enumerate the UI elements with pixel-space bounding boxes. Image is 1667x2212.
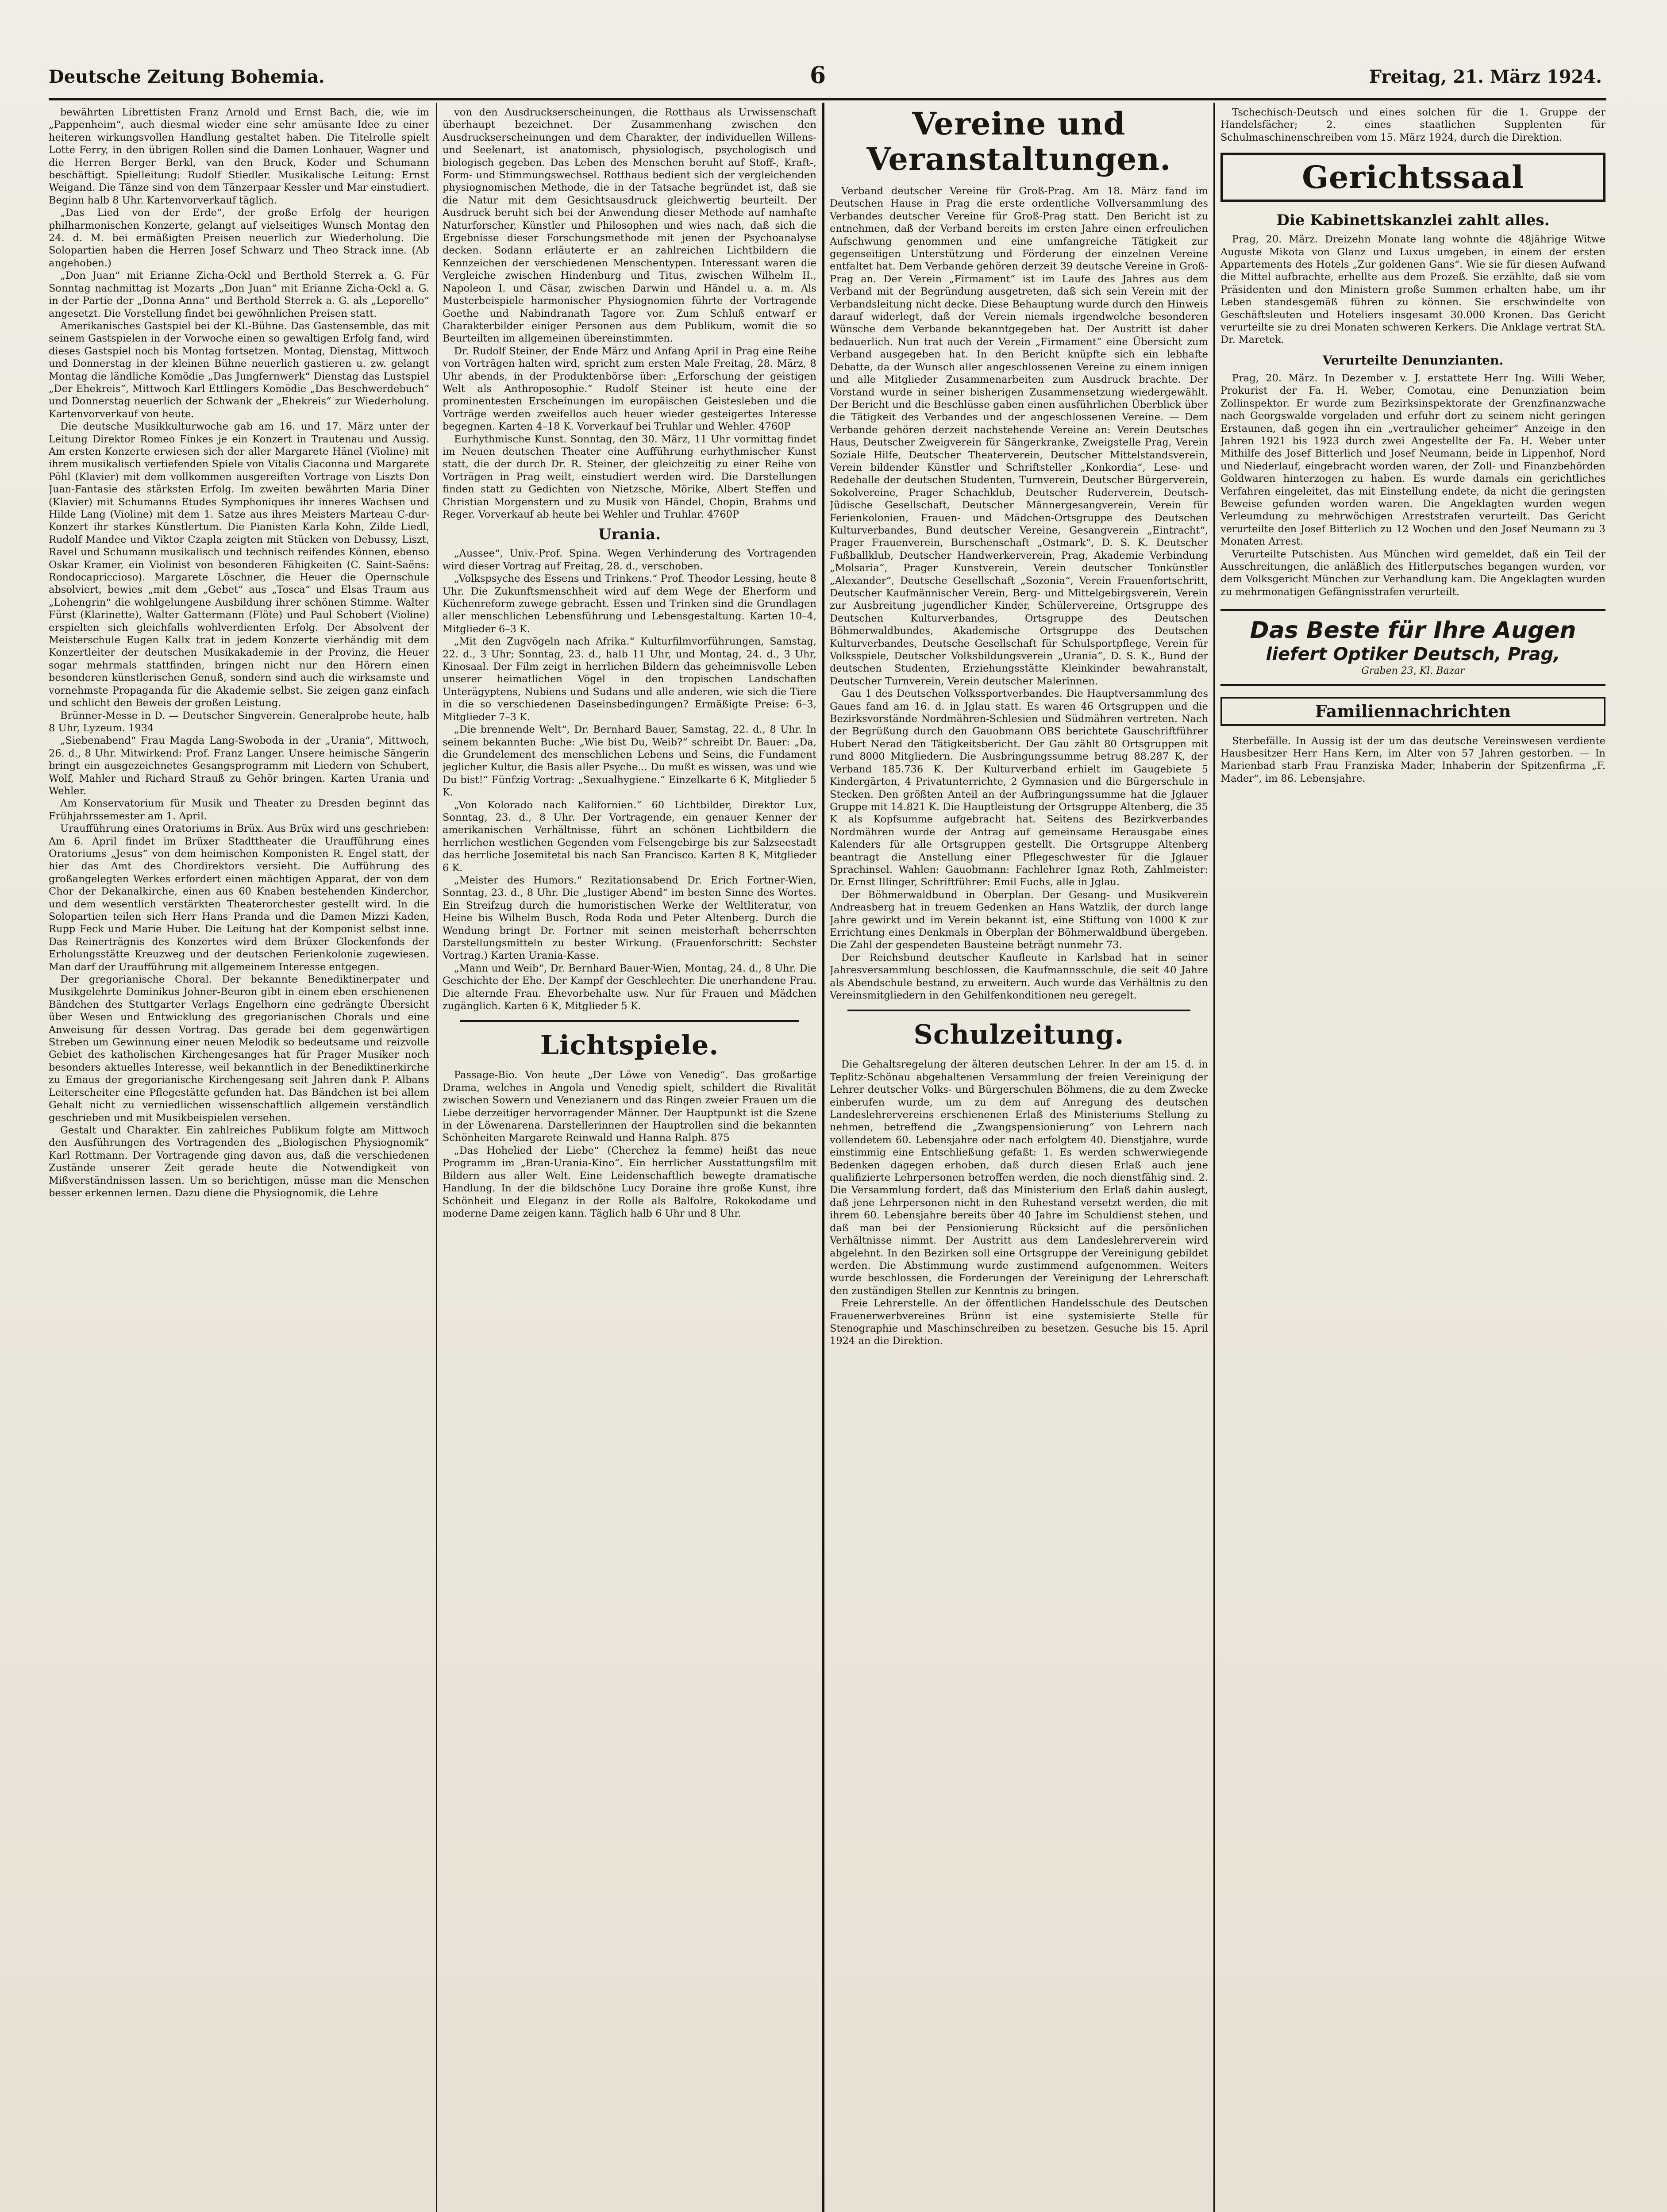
- article-paragraph: Gestalt und Charakter. Ein zahlreiches Publikum folgte am Mittwoch den Ausführungen des Vortragenden des „Biologischen Physiognomik“ Karl Rottmann. Der Vortragende ging davon aus, daß die verschiedenen Zustände unserer Zeit gerade heute die Notwendigkeit von Mißverständnissen lassen. Um so berichtigen, müsse man die Menschen besser erkennen lernen. Dazu diene die Physiognomik, die Lehre: [49, 1124, 429, 1199]
- article-paragraph: Amerikanisches Gastspiel bei der Kl.-Bühne. Das Gastensemble, das mit seinem Gastspielen in der Vorwoche einen so gewaltigen Erfolg fand, wird dieses Gastspiel noch bis Montag fortsetzen. Montag, Dienstag, Mittwoch und Donnerstag in der kleinen Bühne neuerlich gastieren u. zw. gelangt Montag die ländliche Komödie „Das Jungfernwerk“ Dienstag das Lustspiel „Der Ehekreis“, Mittwoch Karl Ettlingers Komödie „Das Beschwerdebuch“ und Donnerstag neuerlich der Schwank der „Ehekreis“ zur Wiederholung. Kartenvorverkauf von heute.: [49, 320, 429, 420]
- article-paragraph: Passage-Bio. Von heute „Der Löwe von Venedig“. Das großartige Drama, welches in Angola und Venedig spielt, schildert die Rivalität zwischen Sowern und Venezianern und das Ringen zweier Frauen um die Liebe derzeitiger hervorragender Männer. Der Hauptpunkt ist die Szene in der Löwenarena. Darstellerinnen der Hauptrollen sind die bekannten Schönheiten Margarete Reinwald und Hanna Ralph. 875: [443, 1069, 816, 1144]
- vereine-title: Vereine und Veranstaltungen.: [866, 106, 1171, 177]
- section-divider: [847, 1010, 1190, 1011]
- article-paragraph: Prag, 20. März. In Dezember v. J. erstattete Herr Ing. Willi Weber, Prokurist der Fa. H. Weber, Comotau, eine Denunziation beim Zollinspektor. Er wurde zum Bezirksinspektorate der Grenzfinanzwache nach Georgswalde vorgeladen und erfuhr dort zu seinem nicht geringen Erstaunen, daß gegen ihn ein „vertraulicher geheimer“ Anzeige in den Jahren 1921 bis 1923 durch zwei Angestellte der Fa. H. Weber unter Mithilfe des Josef Bitterlich und Josef Neumann, beide in Lippenhof, Nord und Niederlauf, eingebracht worden waren, der Zoll- und Finanzbehörden Goldwaren hinterzogen zu haben. Es wurde damals ein gerichtliches Verfahren eingeleitet, das mit Einstellung endete, da nicht die geringsten Beweise gefunden worden waren. Die Angeklagten wurden wegen Verleumdung zu mehrwöchigen Arreststrafen verurteilt. Das Gericht verurteilte den Josef Bitterlich zu 12 Wochen und den Josef Neumann zu 3 Monaten Arrest.: [1220, 372, 1605, 548]
- article-paragraph: bewährten Librettisten Franz Arnold und Ernst Bach, die, wie im „Pappenheim“, auch diesmal wieder eine sehr amüsante Idee zu einer heiteren wirkungsvollen Handlung gestaltet haben. Die Titelrolle spielt Lotte Ferry, in den übrigen Rollen sind die Damen Lonhauer, Wagner und die Herren Berger Berkl, van den Bruck, Koder und Schumann beschäftigt. Spielleitung: Rudolf Stiedler. Musikalische Leitung: Ernst Weigand. Die Tänze sind von dem Tänzerpaar Kessler und Mar einstudiert. Beginn halb 8 Uhr. Kartenvorverkauf täglich.: [49, 107, 429, 206]
- lichtspiele-title: Lichtspiele.: [540, 1030, 719, 1061]
- article-paragraph: „Volkspsyche des Essens und Trinkens.“ Prof. Theodor Lessing, heute 8 Uhr. Die Zukunftsmenschheit wird auf dem Wege der Eherform und Küchenreform zuwege gebracht. Essen und Trinken sind die Grundlagen aller menschlichen Lebensführung und Lebensgestaltung. Karten 10–4, Mitglieder 6–3 K.: [443, 573, 816, 635]
- article-paragraph: Dr. Rudolf Steiner, der Ende März und Anfang April in Prag eine Reihe von Vorträgen halten wird, spricht zum ersten Male Freitag, 28. März, 8 Uhr abends, in der Produktenbörse über: „Erforschung der geistigen Welt als Anthroposophie.“ Rudolf Steiner ist heute eine der prominentesten Erscheinungen im europäischen Geistesleben und die Vorträge werden zweifellos auch heuer wieder gesteigertes Interesse begegnen. Karten 4–18 K. Vorverkauf bei Truhlar und Wehler. 4760P: [443, 345, 816, 433]
- ad-subtitle: liefert Optiker Deutsch, Prag,: [1266, 644, 1560, 665]
- gerichtssaal-box: [1220, 153, 1605, 202]
- article-paragraph: Tschechisch-Deutsch und eines solchen für die 1. Gruppe der Handelsfächer; 2. eines staatlichen Supplenten für Schulmaschinenschreiben vom 15. März 1924, durch die Direktion.: [1220, 107, 1605, 143]
- article-paragraph: „Das Hohelied der Liebe“ (Cherchez la femme) heißt das neue Programm im „Bran-Urania-Kino“. Ein herrlicher Ausstattungsfilm mit Bildern aus aller Welt. Eine Leidenschaftlich bewegte dramatische Handlung. In der die bildschöne Lucy Doraine ihre große Kunst, ihre Schönheit und Eleganz in der Rolle als Balfolre, Rokokodame und moderne Dame zeigen kann. Täglich halb 6 Uhr und 8 Uhr.: [443, 1144, 816, 1219]
- page-header: [49, 62, 1602, 93]
- article-paragraph: Die deutsche Musikkulturwoche gab am 16. und 17. März unter der Leitung Direktor Romeo Finkes je ein Konzert in Trautenau und Aussig. Am ersten Konzerte erwiesen sich der aller Margarete Hänel (Violine) mit ihrem musikalisch vertiefenden Spiele von Vitalis Ciaconna und Margarete Pöhl (Klavier) mit dem vollkommen ausgereiften Vortrage von Liszts Don Juan-Fantasie des stärksten Erfolg. Im zweiten bewährten Maria Diner (Klavier) mit Schumanns Etudes Symphoniques ihr inneres Wachsen und Hilde Lang (Violine) mit dem 1. Satze aus ihres Meisters Marteau C-dur-Konzert ihr starkes Künstlertum. Die Pianisten Karla Kohn, Zilde Liedl, Rudolf Mandee und Viktor Czapla zeigten mit Stücken von Debussy, Liszt, Ravel und Schumann musikalisch und technisch reifendes Können, ebenso Oskar Kramer, ein Violinist von besonderen Fähigkeiten (C. Saint-Saëns: Rondocapriccioso). Margarete Löschner, die Heuer die Opernschule absolviert, bewies „mit dem „Gebet“ aus „Tosca“ und Elsas Traum aus „Lohengrin“ die wohlgelungene Ausbildung ihrer schönen Stimme. Walter Fürst (Klarinette), Walter Gattermann (Flöte) und Paul Schobert (Violine) erspielten sich gleichfalls wohlverdienten Erfolg. Der Absolvent der Meisterschule Eugen Kallx trat in jedem Konzerte vierhändig mit dem Konzertleiter der deutschen Musikakademie in der Provinz, die Heuer sogar mehrmals stattfinden, bringen nicht nur den Hörern einen besonderen künstlerischen Genuß, sondern sind auch die wirksamste und vornehmste Propaganda für die Akademie selbst. Sie zeigen ganz einfach und schlicht den Beweis der großen Leistung.: [49, 421, 429, 709]
- article-paragraph: Uraufführung eines Oratoriums in Brüx. Aus Brüx wird uns geschrieben: Am 6. April findet im Brüxer Stadttheater die Uraufführung eines Oratoriums „Jesus“ von dem heimischen Komponisten R. Engel statt, der hier das Amt des Chordirektors versieht. Die Aufführung des großangelegten Werkes erfordert einen mächtigen Apparat, der von dem Chor der Dekanalkirche, einen aus 60 Knaben bestehenden Kinderchor, und dem wesentlich verstärkten Theaterorchester gestellt wird. In die Solopartien teilen sich Herr Hans Pranda und die Damen Mizzi Kaden, Rupp Feck und Marie Huber. Die Leitung hat der Komponist selbst inne. Das Reinerträgnis des Konzertes wird dem Brüxer Glockenfonds der Erholungsstätte Kreuzweg und der deutschen Ferienkolonie zugewiesen. Man darf der Uraufführung mit allgemeinem Interesse entgegen.: [49, 823, 429, 973]
- article-paragraph: Verurteilte Putschisten. Aus München wird gemeldet, daß ein Teil der Ausschreitungen, die anläßlich des Hitlerputsches begangen wurden, vor dem Volksgericht München zur Verhandlung kam. Die Angeklagten wurden zu mehrmonatigen Gefängnisstrafen verurteilt.: [1220, 548, 1605, 598]
- article-paragraph: Die Gehaltsregelung der älteren deutschen Lehrer. In der am 15. d. in Teplitz-Schönau abgehaltenen Versammlung der freien Vereinigung der Lehrer deutscher Volks- und Bürgerschulen Böhmens, die zu dem Zwecke einberufen wurde, um zu dem auf Anregung des deutschen Landeslehrervereins erschienenen Erlaß des Ministeriums Stellung zu nehmen, betreffend die „Zwangspensionierung“ von Lehrern nach vollendetem 60. Lebensjahre oder nach erfolgtem 40. Dienstjahre, wurde einstimmig eine Entschließung gefaßt: 1. Es werden schwerwiegende Bedenken dagegen erhoben, daß durch diesen Erlaß auch jene qualifizierte Lehrpersonen betroffen werden, die noch dienstfähig sind. 2. Die Versammlung fordert, daß das Ministerium den Erlaß dahin auslegt, daß jene Lehrpersonen nicht in den Ruhestand versetzt werden, die mit ihrem 60. Lebensjahre bereits über 40 Jahre im Schuldienst stehen, und daß man bei der Pensionierung Rücksicht auf die persönlichen Verhältnisse nimmt. Der Austritt aus dem Landeslehrerverein wird abgelehnt. In den Bezirken soll eine Ortsgruppe der Vereinigung gebildet werden. Die Abstimmung wurde zustimmend aufgenommen. Weiters wurde beschlossen, die Forderungen der Vereinigung der Lehrerschaft den zuständigen Stellen zur Kenntnis zu bringen.: [830, 1059, 1208, 1297]
- article-paragraph: Prag, 20. März. Dreizehn Monate lang wohnte die 48jährige Witwe Auguste Mikota von Glanz und Luxus umgeben, in einem der ersten Appartements des Hotels „Zur goldenen Gans“. Wie sie für diesen Aufwand die Mittel aufbrachte, erhellte aus dem Prozeß. Sie erzählte, daß sie vom Präsidenten und den Ministern große Summen erhalten habe, um ihr Leben standesgemäß führen zu können. Sie erschwindelte von Geschäftsleuten und Hoteliers insgesamt 30.000 Kronen. Das Gericht verurteilte sie zu drei Monaten schweren Kerkers. Die Anklage vertrat StA. Dr. Maretek.: [1220, 234, 1605, 346]
- article-subheading: Die Kabinettskanzlei zahlt alles.: [1276, 211, 1550, 230]
- article-paragraph: Am Konservatorium für Musik und Theater zu Dresden beginnt das Frühjahrssemester am 1. April.: [49, 798, 429, 822]
- article-paragraph: Freie Lehrerstelle. An der öffentlichen Handelsschule des Deutschen Frauenerwerbvereines Brünn ist eine systemisierte Stelle für Stenographie und Maschinschreiben zu besetzen. Gesuche bis 15. April 1924 an die Direktion.: [830, 1298, 1208, 1347]
- gerichtssaal-title: Gerichtssaal: [1302, 159, 1524, 196]
- article-paragraph: Eurhythmische Kunst. Sonntag, den 30. März, 11 Uhr vormittag findet im Neuen deutschen Theater eine Aufführung eurhythmischer Kunst statt, die der durch Dr. R. Steiner, der gleichzeitig zu einer Reihe von Vorträgen in Prag weilt, einstudiert werden wird. Die Darstellungen finden statt zu Gedichten von Nietzsche, Mörike, Albert Steffen und Christian Morgenstern und zu Musik von Händel, Chopin, Brahms und Reger. Vorverkauf ab heute bei Wehler und Truhlar. 4760P: [443, 433, 816, 520]
- urania-heading: Urania.: [598, 526, 661, 544]
- column-rule-2: [822, 103, 824, 2212]
- familien-title: Familiennachrichten: [1315, 701, 1511, 721]
- ad-address: Graben 23, Kl. Bazar: [1361, 665, 1465, 677]
- section-divider: [460, 1020, 799, 1022]
- article-paragraph: Der gregorianische Choral. Der bekannte Benediktinerpater und Musikgelehrte Dominikus Johner-Beuron gibt in einem eben erschienenen Bändchen des Stuttgarter Verlags Engelhorn eine gedrängte Übersicht über Wesen und Entwicklung des gregorianischen Chorals und eine Anweisung für dessen Vortrag. Das gerade bei dem gegenwärtigen Streben um Gewinnung einer neuen Melodik so bedeutsame und reizvolle Gebiet des katholischen Kirchengesanges hat für Prager Musiker noch besonders aktuelles Interesse, weil bekanntlich in der Benediktinerkirche zu Emaus der gregorianische Kirchengesang seit Jahren dank P. Albans Leiterscheiter eine Pflegestätte gefunden hat. Das Bändchen ist bei allem Gehalt nicht zu verniedlichen wissenschaftlich allgemein verständlich geschrieben und mit Musikbeispielen versehen.: [49, 974, 429, 1124]
- article-paragraph: von den Ausdruckserscheinungen, die Rotthaus als Urwissenschaft überhaupt bezeichnet. Der Zusammenhang zwischen den Ausdruckserscheinungen und dem Charakter, der individuellen Willens- und Seelenart, ist anatomisch, physiologisch, psychologisch und biologisch gegeben. Das Leben des Menschen beruht auf Stoff-, Kraft-, Form- und Stimmungswechsel. Rotthaus bedient sich der vergleichenden physiognomischen Methode, die in der Tatsache begründet ist, daß sie die Natur mit dem Gesichtsausdruck gleichwertig beurteilt. Der Ausdruck beruht sich bei der Anwendung dieser Methode auf namhafte Naturforscher, Künstler und Philosophen und wies nach, daß sich die Ergebnisse dieser Forschungsmethode mit jenen der Psychoanalyse decken. Sodann erläuterte er an zahlreichen Lichtbildern die Kennzeichen der verschiedenen Menschentypen. Interessant waren die Vergleiche zwischen Hindenburg und Titus, zwischen Wilhelm II., Napoleon I. und Cäsar, zwischen Darwin und Händel u. a. m. Als Musterbeispiele harmonischer Physiognomien führte der Vortragende Goethe und Nabindranath Tagore vor. Zum Schluß entwarf er Charakterbilder einiger Personen aus dem Publikum, womit die so Beurteilten im allgemeinen übereinstimmten.: [443, 107, 816, 345]
- article-paragraph: Verband deutscher Vereine für Groß-Prag. Am 18. März fand im Deutschen Hause in Prag die erste ordentliche Vollversammlung des Verbandes deutscher Vereine für Groß-Prag statt. Den Bericht ist zu entnehmen, daß der Verband bereits im ersten Jahre einen erfreulichen Aufschwung genommen und eine umfangreiche Tätigkeit zur gegenseitigen Unterstützung und Förderung der einzelnen Vereine entfaltet hat. Dem Verbande gehören derzeit 39 deutsche Vereine in Groß-Prag an. Der Verein „Firmament“ ist im Laufe des Jahres aus dem Verband mit der Begründung ausgetreten, daß sich sein Verein mit der Verbandsleitung nicht decke. Diese Behauptung wurde durch den Hinweis darauf widerlegt, daß der Verein niemals irgendwelche besonderen Wünsche dem Verbande bekanntgegeben hat. Der Austritt ist daher bedauerlich. Nun trat auch der Verein „Firmament“ eine Übersicht zum Verband ausgegeben hat. In den Bericht knüpfte sich ein lebhafte Debatte, da der Wunsch aller angeschlossenen Vereine zu einem innigen und alle Mitglieder Zusammenarbeiten zum Ausdruck brachte. Der Vorstand wurde in seiner bisherigen Zusammensetzung wiedergewählt. Der Bericht und die Beschlüsse gaben einen ausführlichen Überblick über die Tätigkeit des Verbandes und der angeschlossenen Vereine. — Dem Verbande gehören derzeit nachstehende Vereine an: Verein Deutsches Haus, Deutscher Zweigverein für Sängerkranke, Zweigstelle Prag, Verein Soziale Hilfe, Deutscher Theaterverein, Deutscher Mittelstandsverein, Verein bildender Künstler und Schriftsteller „Konkordia“, Lese- und Redehalle der deutschen Studenten, Turnverein, Deutscher Bürgerverein, Sokolvereine, Prager Schachklub, Deutscher Ruderverein, Deutsch-Jüdische Gesellschaft, Deutscher Männergesangverein, Verein für Ferienkolonien, Frauen- und Mädchen-Ortsgruppe des Deutschen Kulturverbandes, Bund deutscher Vereine, Gesangverein „Eintracht“, Prager Frauenverein, Burschenschaft „Ostmark“, D. S. K. Deutscher Fußballklub, Deutscher Handwerkerverein, Prag, Akademie Verbindung „Molsaria“, Prager Kunstverein, Verein deutscher Tonkünstler „Alexander“, Deutsche Gesellschaft „Sozonia“, Verein Frauenfortschritt, Deutscher Kaufmännischer Verein, Berg- und Mittelgebirgsverein, Verein zur Ausbreitung jugendlicher Kinder, Schülervereine, Ortsgruppe des Deutschen Kulturverbandes, Ortsgruppe des Deutschen Böhmerwaldbundes, Akademische Ortsgruppe des Deutschen Kulturverbandes, Deutsche Gesellschaft für Schulsportpflege, Verein für Volksspiele, Deutscher Volksbildungsverein „Urania“, D. S. K., Bund der deutschen Studenten, Erziehungsstätte Kleinkinder bewahranstalt, Deutscher Turnverein, Verein deutscher Malerinnen.: [830, 185, 1208, 687]
- article-paragraph: „Don Juan“ mit Erianne Zicha-Ockl und Berthold Sterrek a. G. Für Sonntag nachmittag ist Mozarts „Don Juan“ mit Erianne Zicha-Ockl a. G. in der Partie der „Donna Anna“ und Berthold Sterrek a. G. als „Leporello“ angesetzt. Die Vorstellung findet bei gewöhnlichen Preisen statt.: [49, 270, 429, 319]
- schulzeitung-title: Schulzeitung.: [913, 1019, 1124, 1051]
- column-rule-1: [436, 103, 437, 2212]
- header-rule: [49, 98, 1606, 100]
- article-paragraph: „Mit den Zugvögeln nach Afrika.“ Kulturfilmvorführungen, Samstag, 22. d., 3 Uhr; Sonntag, 23. d., halb 11 Uhr, und Montag, 24. d., 3 Uhr, Kinosaal. Der Film zeigt in herrlichen Bildern das geheimnisvolle Leben unserer heimatlichen Vögel in den tropischen Landschaften Unterägyptens, Nubiens und Sudans und alle anderen, wie sich die Tiere in die so verschiedenen Daseinsbedingungen? Ermäßigte Preise: 6–3, Mitglieder 7–3 K.: [443, 636, 816, 723]
- article-paragraph: Sterbefälle. In Aussig ist der um das deutsche Vereinswesen verdiente Hausbesitzer Herr Hans Kern, im Alter von 57 Jahren gestorben. — In Marienbad starb Frau Franziska Mader, Inhaberin der Spitzenfirma „F. Mader“, im 86. Lebensjahre.: [1220, 735, 1605, 784]
- familien-box: [1220, 697, 1605, 726]
- article-paragraph: Der Böhmerwaldbund in Oberplan. Der Gesang- und Musikverein Andreasberg hat in treuem Gedenken an Hans Watzlik, der durch lange Jahre gewirkt und im Verein bekannt ist, eine Stiftung von 1000 K zur Errichtung eines Denkmals in Oberplan der Böhmerwaldbund übergeben. Die Zahl der gespendeten Bausteine beträgt nunmehr 73.: [830, 889, 1208, 951]
- column-3: [830, 106, 1208, 2212]
- column-2: [443, 106, 816, 2212]
- article-paragraph: „Aussee“, Univ.-Prof. Spina. Wegen Verhinderung des Vortragenden wird dieser Vortrag auf Freitag, 28. d., verschoben.: [443, 548, 816, 572]
- article-subheading: Verurteilte Denunzianten.: [1322, 353, 1504, 368]
- article-paragraph: „Von Kolorado nach Kalifornien.“ 60 Lichtbilder, Direktor Lux, Sonntag, 23. d., 8 Uhr. Der Vortragende, ein genauer Kenner der amerikanischen Verhältnisse, führt an schönen Lichtbildern die herrlichen westlichen Gegenden vom Felsengebirge bis zur Salzseestadt das herrliche Josemitetal bis nach San Francisco. Karten 8 K, Mitglieder 6 K.: [443, 799, 816, 874]
- article-paragraph: „Mann und Weib“, Dr. Bernhard Bauer-Wien, Montag, 24. d., 8 Uhr. Die Geschichte der Ehe. Der Kampf der Geschlechter. Die unerhandene Frau. Die alternde Frau. Ehevorbehalte usw. Nur für Frauen und Mädchen zugänglich. Karten 6 K, Mitglieder 5 K.: [443, 962, 816, 1012]
- newspaper-name: Deutsche Zeitung Bohemia.: [49, 66, 325, 87]
- page-number: 6: [810, 62, 826, 89]
- column-4: [1220, 106, 1605, 2212]
- article-paragraph: Gau 1 des Deutschen Volkssportverbandes. Die Hauptversammlung des Gaues fand am 16. d. in Jglau statt. Es waren 46 Ortsgruppen und die Bezirksvorstände Nordmähren-Schlesien und Südmähren vertreten. Nach der Begrüßung durch den Gauobmann OBS berichtete Gauschriftführer Hubert Nerad den Tätigkeitsbericht. Der Gau zählt 80 Ortsgruppen mit rund 8000 Mitgliedern. Die Ausbringungssumme betrug 88.287 K, der Verband 185.736 K. Der Kulturverband erhielt im Gaugebiete 5 Kindergärten, 4 Privatunterrichte, 2 Gymnasien und die Bürgerschule in Stecken. Den größten Anteil an der Aufbringungssumme hat die Jglauer Gruppe mit 14.821 K. Die Hauptleistung der Ortsgruppe Altenberg, die 35 K als Kopfsumme aufgebracht hat. Seitens des Bezirkverbandes Nordmähren wurde der Antrag auf gemeinsame Herausgabe eines Kalenders für alle Ortsgruppen gestellt. Die Ortsgruppe Altenberg beantragt die Anstellung einer Pflegeschwester für die Jglauer Sprachinsel. Wahlen: Gauobmann: Fachlehrer Ignaz Roth, Zahlmeister: Dr. Ernst Illinger, Schriftführer: Emil Fuchs, alle in Jglau.: [830, 688, 1208, 888]
- optiker-advertisement: [1220, 609, 1605, 686]
- column-rule-3: [1213, 103, 1215, 2212]
- article-paragraph: Der Reichsbund deutscher Kaufleute in Karlsbad hat in seiner Jahresversammlung beschlossen, die Kaufmannsschule, die seit 40 Jahre als Abendschule bestand, zu erweitern. Auch wurde das Verhältnis zu den Vereinsmitgliedern in den Gehilfenkonditionen neu geregelt.: [830, 952, 1208, 1001]
- article-paragraph: „Meister des Humors.“ Rezitationsabend Dr. Erich Fortner-Wien, Sonntag, 23. d., 8 Uhr. Die „lustiger Abend“ im besten Sinne des Wortes. Ein Streifzug durch die humoristischen Werke der Weltliteratur, von Heine bis Wilhelm Busch, Roda Roda und Peter Altenberg. Durch die Wendung bringt Dr. Fortner mit seinen meisterhaft beherrschten Darstellungsmitteln zu bester Wirkung. (Frauenforschritt: Sechster Vortrag.) Karten Urania-Kasse.: [443, 874, 816, 962]
- article-paragraph: „Das Lied von der Erde“, der große Erfolg der heurigen philharmonischen Konzerte, gelangt auf vielseitiges Wunsch Montag den 24. d. M. bei ermäßigten Preisen neuerlich zur Wiederholung. Die Solopartien haben die Herren Josef Schwarz und Theo Strack inne. (Ab angehoben.): [49, 207, 429, 269]
- article-paragraph: „Die brennende Welt“, Dr. Bernhard Bauer, Samstag, 22. d., 8 Uhr. In seinem bekannten Buche: „Wie bist Du, Weib?“ schreibt Dr. Bauer: „Da, die Grundelement des menschlichen Lebens und Seins, die Fundament jeglicher Kultur, die Basis aller Psyche... Du mußt es wissen, was und wie Du bist!“ Fünfzig Vortrag: „Sexualhygiene.“ Einzelkarte 6 K, Mitglieder 5 K.: [443, 724, 816, 799]
- issue-date: Freitag, 21. März 1924.: [1369, 66, 1602, 87]
- article-paragraph: Brünner-Messe in D. — Deutscher Singverein. Generalprobe heute, halb 8 Uhr, Lyzeum. 1934: [49, 710, 429, 734]
- ad-title: Das Beste für Ihre Augen: [1250, 617, 1576, 644]
- article-paragraph: „Siebenabend“ Frau Magda Lang-Swoboda in der „Urania“, Mittwoch, 26. d., 8 Uhr. Mitwirkend: Prof. Franz Langer. Unsere heimische Sängerin bringt ein ausgezeichnetes Gesangsprogramm mit Liedern von Schubert, Wolf, Mahler und Richard Strauß zu Gehör bringen. Karten Urania und Wehler.: [49, 735, 429, 797]
- column-1: [49, 106, 429, 2212]
